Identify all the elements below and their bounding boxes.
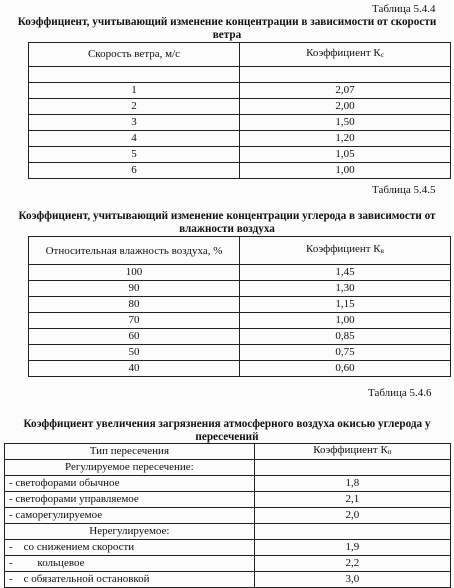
table-header-row [29,43,451,67]
cell: 1,15 [240,297,451,313]
table-caption: Таблица 5.4.4 [372,3,436,15]
cell: 0,85 [240,329,451,345]
table-row [29,163,451,179]
table-title: Коэффициент, учитывающий изменение концентрации в зависимости от скорости ветра [17,16,437,41]
cell: - с обязательной остановкой [5,572,255,588]
table-row [29,147,451,163]
cell: 40 [29,361,240,377]
cell: 2,1 [254,492,450,508]
column-header: Относительная влажность воздуха, % [29,237,240,265]
cell: - светофорами управляемое [5,492,255,508]
table-row [5,556,451,572]
humidity-table [28,236,451,377]
cell: 1,9 [254,540,450,556]
cell: 80 [29,297,240,313]
table-header-row [5,444,451,460]
table-row [29,345,451,361]
column-header: Коэффициент Кс [240,43,451,67]
cell: 2 [29,99,240,115]
cell: 1,50 [240,115,451,131]
cell: 2,2 [254,556,450,572]
table-row [5,492,451,508]
cell: - кольцевое [5,556,255,572]
cell: 0,60 [240,361,451,377]
cell: 1,45 [240,265,451,281]
cell: - саморегулируемое [5,508,255,524]
cell: 2,07 [240,83,451,99]
cell: 2,0 [254,508,450,524]
table-row [5,540,451,556]
table-row [29,99,451,115]
table-row [5,476,451,492]
table-row [29,115,451,131]
cell: 0,75 [240,345,451,361]
column-header: Тип пересечения [5,444,255,460]
cell: 4 [29,131,240,147]
cell: 1,30 [240,281,451,297]
table-row [29,83,451,99]
table-row [29,329,451,345]
column-header: Коэффициент Кв [240,237,451,265]
group-header-row [5,524,451,540]
table-row [29,361,451,377]
table-row [29,265,451,281]
column-header: Скорость ветра, м/с [29,43,240,67]
cell: 1,00 [240,313,451,329]
table-row [29,281,451,297]
cell: 3,0 [254,572,450,588]
table-row [29,131,451,147]
cell: 1 [29,83,240,99]
group-label: Нерегулируемое: [5,524,255,540]
table-row [5,508,451,524]
cell: 1,20 [240,131,451,147]
cell: 50 [29,345,240,361]
table-row [29,313,451,329]
cell: - со снижением скорости [5,540,255,556]
table-title: Коэффициент, учитывающий изменение концентрации углерода в зависимости от влажности воздуха [18,210,436,235]
wind-speed-table [28,42,451,179]
group-header-row [5,460,451,476]
table-row [5,572,451,588]
table-caption: Таблица 5.4.5 [372,184,436,196]
cell: 6 [29,163,240,179]
cell: 2,00 [240,99,451,115]
table-row [29,297,451,313]
table-title: Коэффициент увеличения загрязнения атмосферного воздуха окисью углерода у пересечений [23,418,431,443]
cell: 1,05 [240,147,451,163]
cell: 3 [29,115,240,131]
group-label: Регулируемое пересечение: [5,460,255,476]
cell: - светофорами обычное [5,476,255,492]
table-caption: Таблица 5.4.6 [368,387,432,399]
intersection-table [4,443,451,588]
cell: 70 [29,313,240,329]
cell: 60 [29,329,240,345]
cell: 100 [29,265,240,281]
cell: 1,8 [254,476,450,492]
cell: 90 [29,281,240,297]
cell: 1,00 [240,163,451,179]
column-header: Коэффициент Кп [254,444,450,460]
table-header-row [29,237,451,265]
cell: 5 [29,147,240,163]
